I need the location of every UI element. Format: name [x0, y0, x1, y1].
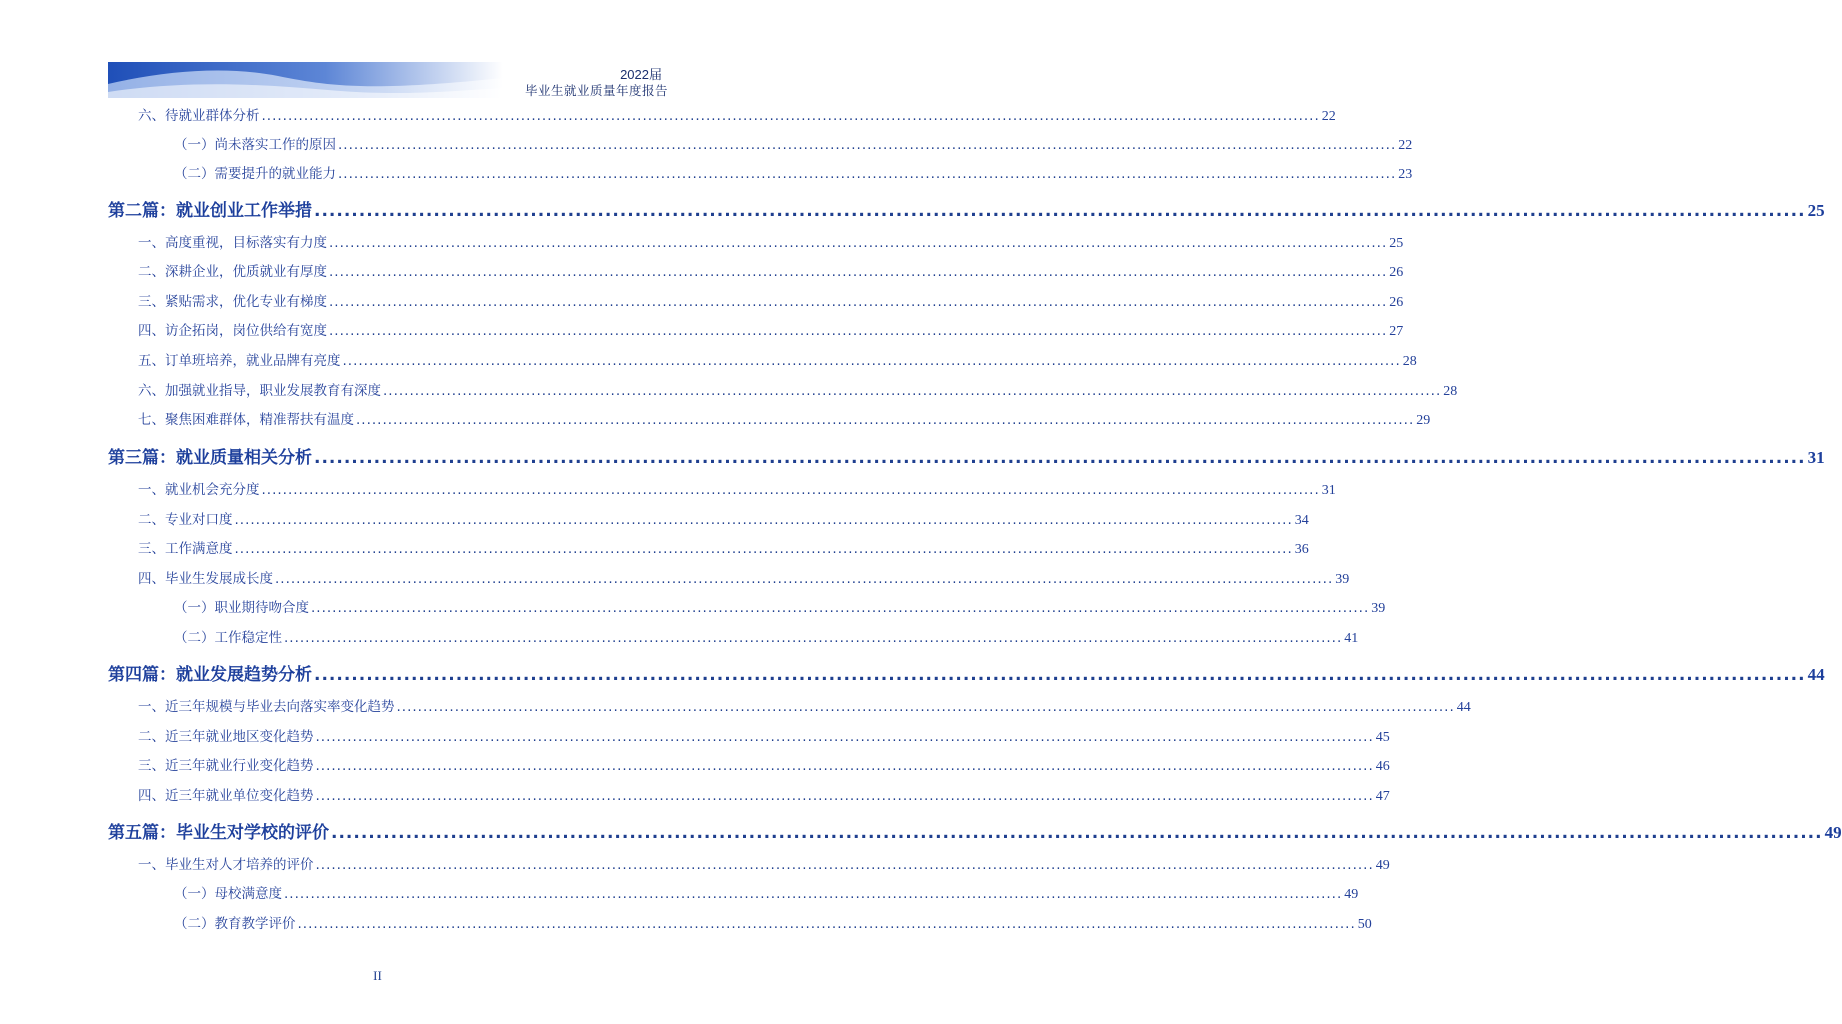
toc-entry-page: 49 — [1344, 887, 1359, 902]
toc-section[interactable] — [108, 478, 1336, 499]
toc-dot-leader: ........................................................................................................................................................................................................ — [234, 541, 1293, 557]
toc-entry-page: 45 — [1375, 730, 1390, 745]
toc-entry-title: 三、紧贴需求，优化专业有梯度 — [138, 294, 327, 310]
toc-entry-page: 26 — [1389, 295, 1404, 310]
toc-subsection[interactable] — [108, 626, 1359, 647]
toc-dot-leader: ........................................................................................................................................................................................................ — [314, 201, 1806, 221]
toc-entry-page: 41 — [1344, 631, 1359, 646]
toc-entry-title: 第四篇：就业发展趋势分析 — [108, 665, 312, 685]
toc-dot-leader: ........................................................................................................................................................................................................ — [261, 482, 1320, 498]
toc-section[interactable] — [108, 508, 1309, 529]
toc-entry-page: 25 — [1389, 236, 1404, 251]
toc-section[interactable] — [108, 408, 1431, 429]
toc-section[interactable] — [108, 537, 1309, 558]
toc-entry-title: 二、专业对口度 — [138, 512, 233, 528]
header-banner-graphic — [108, 62, 503, 98]
toc-chapter[interactable] — [108, 443, 1825, 468]
toc-entry-title: 一、毕业生对人才培养的评价 — [138, 857, 314, 873]
toc-dot-leader: ........................................................................................................................................................................................................ — [329, 235, 1388, 251]
toc-entry-title: 二、深耕企业，优质就业有厚度 — [138, 264, 327, 280]
toc-entry-page: 27 — [1389, 324, 1404, 339]
toc-chapter[interactable] — [108, 196, 1825, 221]
toc-entry-page: 50 — [1357, 917, 1372, 932]
toc-entry-title: 一、就业机会充分度 — [138, 482, 260, 498]
toc-entry-page: 47 — [1375, 789, 1390, 804]
toc-entry-title: 四、毕业生发展成长度 — [138, 571, 273, 587]
toc-entry-title: 五、订单班培养，就业品牌有亮度 — [138, 353, 341, 369]
toc-dot-leader: ........................................................................................................................................................................................................ — [396, 699, 1455, 715]
toc-dot-leader: ........................................................................................................................................................................................................ — [329, 323, 1388, 339]
toc-dot-leader: ........................................................................................................................................................................................................ — [314, 665, 1806, 685]
toc-entry-title: 一、近三年规模与毕业去向落实率变化趋势 — [138, 699, 395, 715]
toc-dot-leader: ........................................................................................................................................................................................................ — [284, 630, 1343, 646]
toc-entry-title: 六、待就业群体分析 — [138, 108, 260, 124]
toc-entry-title: 一、高度重视，目标落实有力度 — [138, 235, 327, 251]
toc-section[interactable] — [108, 290, 1404, 311]
page-header — [108, 62, 670, 98]
toc-section[interactable] — [108, 349, 1417, 370]
toc-section[interactable] — [108, 853, 1390, 874]
toc-dot-leader: ........................................................................................................................................................................................................ — [311, 600, 1370, 616]
toc-section[interactable] — [108, 725, 1390, 746]
toc-section[interactable] — [108, 104, 1336, 125]
toc-subsection[interactable] — [108, 912, 1372, 933]
toc-entry-title: 三、工作满意度 — [138, 541, 233, 557]
toc-entry-title: 三、近三年就业行业变化趋势 — [138, 758, 314, 774]
toc-entry-page: 44 — [1456, 700, 1471, 715]
toc-entry-title: 第三篇：就业质量相关分析 — [108, 448, 312, 468]
toc-entry-title: 第五篇：毕业生对学校的评价 — [108, 823, 329, 843]
toc-section[interactable] — [108, 695, 1471, 716]
toc-subsection[interactable] — [108, 596, 1386, 617]
toc-dot-leader: ........................................................................................................................................................................................................ — [315, 729, 1374, 745]
toc-subsection[interactable] — [108, 162, 1413, 183]
toc-dot-leader: ........................................................................................................................................................................................................ — [315, 788, 1374, 804]
toc-dot-leader: ........................................................................................................................................................................................................ — [342, 353, 1401, 369]
toc-dot-leader: ........................................................................................................................................................................................................ — [338, 137, 1397, 153]
toc-entry-page: 26 — [1389, 265, 1404, 280]
toc-chapter[interactable] — [108, 818, 1842, 843]
toc-entry-page: 31 — [1807, 448, 1825, 467]
toc-entry-title: （二）教育教学评价 — [174, 916, 296, 932]
toc-dot-leader: ........................................................................................................................................................................................................ — [383, 383, 1442, 399]
toc-dot-leader: ........................................................................................................................................................................................................ — [329, 294, 1388, 310]
toc-entry-page: 22 — [1398, 138, 1413, 153]
toc-entry-title: 二、近三年就业地区变化趋势 — [138, 729, 314, 745]
toc-entry-title: （一）尚未落实工作的原因 — [174, 137, 336, 153]
toc-dot-leader: ........................................................................................................................................................................................................ — [275, 571, 1334, 587]
toc-dot-leader: ........................................................................................................................................................................................................ — [284, 886, 1343, 902]
toc-entry-page: 49 — [1824, 823, 1842, 842]
toc-entry-title: 四、访企拓岗，岗位供给有宽度 — [138, 323, 327, 339]
toc-entry-page: 39 — [1335, 572, 1350, 587]
toc-section[interactable] — [108, 567, 1350, 588]
toc-entry-title: 六、加强就业指导，职业发展教育有深度 — [138, 383, 381, 399]
toc-dot-leader: ........................................................................................................................................................................................................ — [297, 916, 1356, 932]
toc-dot-leader: ........................................................................................................................................................................................................ — [315, 758, 1374, 774]
toc-dot-leader: ........................................................................................................................................................................................................ — [356, 412, 1415, 428]
toc-entry-page: 44 — [1807, 665, 1825, 684]
toc-section[interactable] — [108, 754, 1390, 775]
toc-section[interactable] — [108, 784, 1390, 805]
toc-subsection[interactable] — [108, 882, 1359, 903]
toc-entry-page: 23 — [1398, 167, 1413, 182]
toc-section[interactable] — [108, 231, 1404, 252]
toc-entry-title: （二）需要提升的就业能力 — [174, 166, 336, 182]
toc-chapter[interactable] — [108, 660, 1825, 685]
toc-dot-leader: ........................................................................................................................................................................................................ — [331, 823, 1823, 843]
header-year: 2022届 — [620, 67, 662, 82]
toc-dot-leader: ........................................................................................................................................................................................................ — [314, 448, 1806, 468]
toc-entry-page: 28 — [1402, 354, 1417, 369]
toc-entry-page: 49 — [1375, 858, 1390, 873]
toc-entry-title: （二）工作稳定性 — [174, 630, 282, 646]
toc-entry-page: 25 — [1807, 201, 1825, 220]
toc-dot-leader: ........................................................................................................................................................................................................ — [315, 857, 1374, 873]
toc-section[interactable] — [108, 260, 1404, 281]
toc-dot-leader: ........................................................................................................................................................................................................ — [261, 108, 1320, 124]
toc-entry-page: 34 — [1294, 513, 1309, 528]
header-title: 毕业生就业质量年度报告 — [524, 83, 668, 98]
page-number: II — [373, 968, 382, 983]
toc-dot-leader: ........................................................................................................................................................................................................ — [234, 512, 1293, 528]
toc-entry-page: 22 — [1321, 109, 1336, 124]
toc-entry-title: （一）职业期待吻合度 — [174, 600, 309, 616]
toc-dot-leader: ........................................................................................................................................................................................................ — [329, 264, 1388, 280]
toc-dot-leader: ........................................................................................................................................................................................................ — [338, 166, 1397, 182]
toc-entry-page: 31 — [1321, 483, 1336, 498]
toc-entry-page: 28 — [1443, 384, 1458, 399]
toc-entry-page: 46 — [1375, 759, 1390, 774]
toc-subsection[interactable] — [108, 133, 1413, 154]
toc-entry-title: 四、近三年就业单位变化趋势 — [138, 788, 314, 804]
toc-entry-title: 第二篇：就业创业工作举措 — [108, 201, 312, 221]
toc-entry-title: （一）母校满意度 — [174, 886, 282, 902]
toc-entry-page: 39 — [1371, 601, 1386, 616]
toc-section[interactable] — [108, 379, 1458, 400]
toc-section[interactable] — [108, 319, 1404, 340]
toc-entry-title: 七、聚焦困难群体，精准帮扶有温度 — [138, 412, 354, 428]
toc-entry-page: 29 — [1416, 413, 1431, 428]
toc-entry-page: 36 — [1294, 542, 1309, 557]
